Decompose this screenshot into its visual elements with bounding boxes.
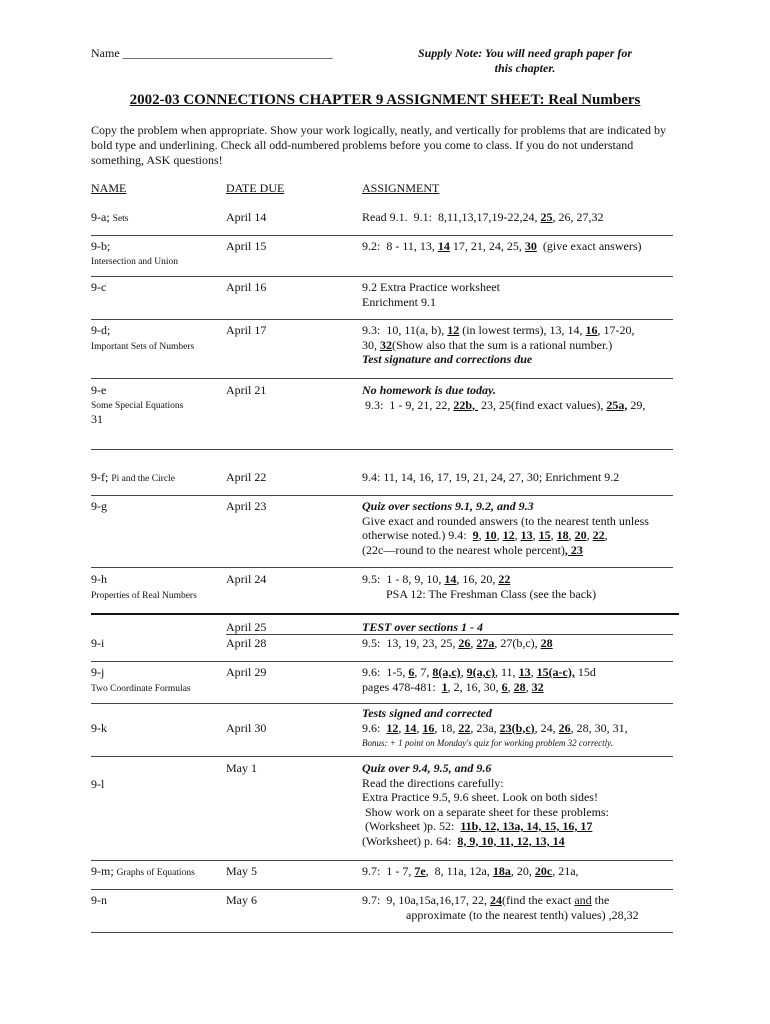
- section-topic: Properties of Real Numbers: [91, 591, 197, 601]
- page-title: 2002-03 CONNECTIONS CHAPTER 9 ASSIGNMENT SHEET: Real Numbers: [129, 92, 641, 108]
- section-id: 9-e: [91, 383, 107, 397]
- due-date: April 29: [226, 665, 267, 679]
- assignment-text: Tests signed and corrected 9.6: 12, 14, 16, 18, 22, 23a, 23(b,c), 24, 26, 28, 30, 31, Bonus: + 1 point on Monday's quiz for working problem 32 correctly.: [362, 706, 628, 748]
- assignment-line: Enrichment 9.1: [362, 294, 436, 309]
- assignment-note: Tests signed and corrected: [362, 706, 492, 720]
- section-id: 9-f;: [91, 470, 109, 484]
- assignment-note: Quiz over 9.4, 9.5, and 9.6: [362, 761, 492, 775]
- name-field-label: Name ___________________________________: [91, 46, 333, 60]
- assignment-text: [362, 620, 682, 635]
- section-cell: [91, 864, 195, 879]
- section-topic: Important Sets of Numbers: [91, 342, 195, 352]
- assignment-note: TEST over sections 1 - 4: [362, 620, 483, 634]
- row-divider-thick: [91, 613, 679, 615]
- row-divider: [91, 449, 673, 450]
- section-cell: [91, 239, 178, 267]
- assignment-note: Test signature and corrections due: [362, 352, 533, 366]
- overflow-text: 31: [91, 412, 103, 426]
- section-id: 9-h: [91, 572, 107, 586]
- row-divider: [91, 567, 673, 568]
- row-divider: [91, 889, 673, 890]
- section-id: 9-m;: [91, 864, 114, 878]
- due-date: April 17: [226, 323, 267, 337]
- assignment-line: Give exact and rounded answers (to the nearest tenth unless: [362, 513, 649, 528]
- row-divider: [226, 634, 673, 635]
- due-date: April 23: [226, 499, 267, 513]
- section-topic: Two Coordinate Formulas: [91, 684, 191, 694]
- section-topic: Intersection and Union: [91, 257, 179, 267]
- row-divider: [91, 276, 673, 277]
- assignment-text: 9.6: 1-5, 6, 7, 8(a,c), 9(a,c), 11, 13, 15(a-c), 15d pages 478-481: 1, 2, 16, 30, 6, 28, 32: [362, 665, 596, 694]
- row-divider: [91, 703, 673, 704]
- section-cell: [91, 383, 183, 427]
- due-date: April 21: [226, 383, 267, 397]
- section-id: 9-g: [91, 499, 107, 513]
- due-date: April 15: [226, 239, 267, 253]
- column-header-assignment: ASSIGNMENT: [362, 181, 440, 195]
- section-topic: Sets: [112, 214, 129, 224]
- row-divider: [91, 378, 673, 379]
- bonus-note: Bonus: + 1 point on Monday's quiz for working problem 32 correctly.: [362, 738, 613, 748]
- due-date: April 16: [226, 280, 267, 294]
- assignment-text: 9.7: 9, 10a,15a,16,17, 22, 24(find the exact and the approximate (to the nearest tenth) values) ,28,32: [362, 893, 639, 922]
- row-divider: [91, 756, 673, 757]
- assignment-text: Quiz over 9.4, 9.5, and 9.6 Read the directions carefully: Extra Practice 9.5, 9.6 sheet. Look on both sides! Show work on a separate sheet for these problems: (Worksheet )p. 52: 11b, 12, 13a, 14, 15, 16, 17 (Worksheet) p. 64: 8, 9, 10, 11, 12, 13, 14: [362, 761, 609, 848]
- assignment-text: Read 9.1. 9.1: 8,11,13,17,19-22,24, 25, 26, 27,32: [362, 210, 604, 224]
- assignment-note: No homework is due today.: [362, 383, 496, 397]
- assignment-line: Read the directions carefully:: [362, 775, 504, 790]
- assignment-line: 9.2 Extra Practice worksheet: [362, 280, 500, 294]
- row-divider: [91, 495, 673, 496]
- section-topic: Some Special Equations: [91, 401, 184, 411]
- supply-note-line2: this chapter.: [494, 61, 556, 75]
- row-divider: [91, 319, 673, 320]
- due-date: April 28: [226, 636, 267, 650]
- due-date: April 30: [226, 721, 267, 735]
- section-cell: [91, 572, 197, 601]
- due-date: April 14: [226, 210, 267, 224]
- section-cell: [91, 323, 194, 352]
- section-id: 9-i: [91, 636, 105, 650]
- section-topic: Pi and the Circle: [111, 474, 175, 484]
- due-date: April 22: [226, 470, 267, 484]
- section-cell: [91, 210, 129, 225]
- due-date: May 5: [226, 864, 257, 878]
- instructions-paragraph: Copy the problem when appropriate. Show your work logically, neatly, and vertically for problems that are indicated by bold type and underlining. Check all odd-numbered problems before you come to class. If you do not understand something, ASK questions!: [91, 123, 666, 167]
- due-date: May 6: [226, 893, 257, 907]
- assignment-line: Extra Practice 9.5, 9.6 sheet. Look on both sides!: [362, 790, 598, 804]
- assignment-text: No homework is due today. 9.3: 1 - 9, 21, 22, 22b, 23, 25(find exact values), 25a, 29,: [362, 383, 646, 412]
- assignment-text: 9.4: 11, 14, 16, 17, 19, 21, 24, 27, 30; Enrichment 9.2: [362, 470, 620, 484]
- row-divider: [91, 235, 673, 236]
- section-id: 9-l: [91, 777, 105, 791]
- section-topic: Graphs of Equations: [116, 868, 195, 878]
- assignment-note: Quiz over sections 9.1, 9.2, and 9.3: [362, 499, 534, 513]
- column-header-name: NAME: [91, 181, 127, 195]
- supply-note-line1: Supply Note: You will need graph paper for: [417, 46, 633, 60]
- section-id: 9-j: [91, 665, 105, 679]
- assignment-text: [362, 280, 682, 309]
- assignment-line: Show work on a separate sheet for these problems:: [365, 804, 609, 819]
- section-cell: [91, 665, 191, 694]
- due-date: May 1: [226, 761, 257, 775]
- section-id: 9-c: [91, 280, 107, 294]
- assignment-text: 9.2: 8 - 11, 13, 14 17, 21, 24, 25, 30 (give exact answers): [362, 239, 642, 253]
- assignment-text: 9.5: 1 - 8, 9, 10, 14, 16, 20, 22 PSA 12: The Freshman Class (see the back): [362, 572, 597, 601]
- section-id: 9-k: [91, 721, 107, 735]
- assignment-text: 9.7: 1 - 7, 7e, 8, 11a, 12a, 18a, 20, 20c, 21a,: [362, 864, 579, 878]
- section-id: 9-a;: [91, 210, 110, 224]
- assignment-text: 9.3: 10, 11(a, b), 12 (in lowest terms), 13, 14, 16, 17-20, 30, 32(Show also that the sum is a rational number.) Test signature and corrections due: [362, 323, 635, 366]
- section-id: 9-b;: [91, 239, 111, 253]
- row-divider: [91, 661, 673, 662]
- section-id: 9-d;: [91, 323, 111, 337]
- section-id: 9-n: [91, 893, 107, 907]
- section-cell: [91, 470, 175, 485]
- row-divider: [91, 932, 673, 933]
- supply-note: [405, 46, 645, 76]
- due-date: April 24: [226, 572, 267, 586]
- column-header-date: DATE DUE: [226, 181, 285, 195]
- assignment-text: Quiz over sections 9.1, 9.2, and 9.3 Give exact and rounded answers (to the nearest tenth unless otherwise noted.) 9.4: 9, 10, 12, 13, 15, 18, 20, 22, (22c—round to the nearest whole percent), 23: [362, 499, 649, 557]
- due-date: April 25: [226, 620, 267, 634]
- row-divider: [91, 860, 673, 861]
- assignment-text: 9.5: 13, 19, 23, 25, 26, 27a, 27(b,c), 28: [362, 636, 553, 650]
- assignment-line: PSA 12: The Freshman Class (see the back): [386, 586, 597, 601]
